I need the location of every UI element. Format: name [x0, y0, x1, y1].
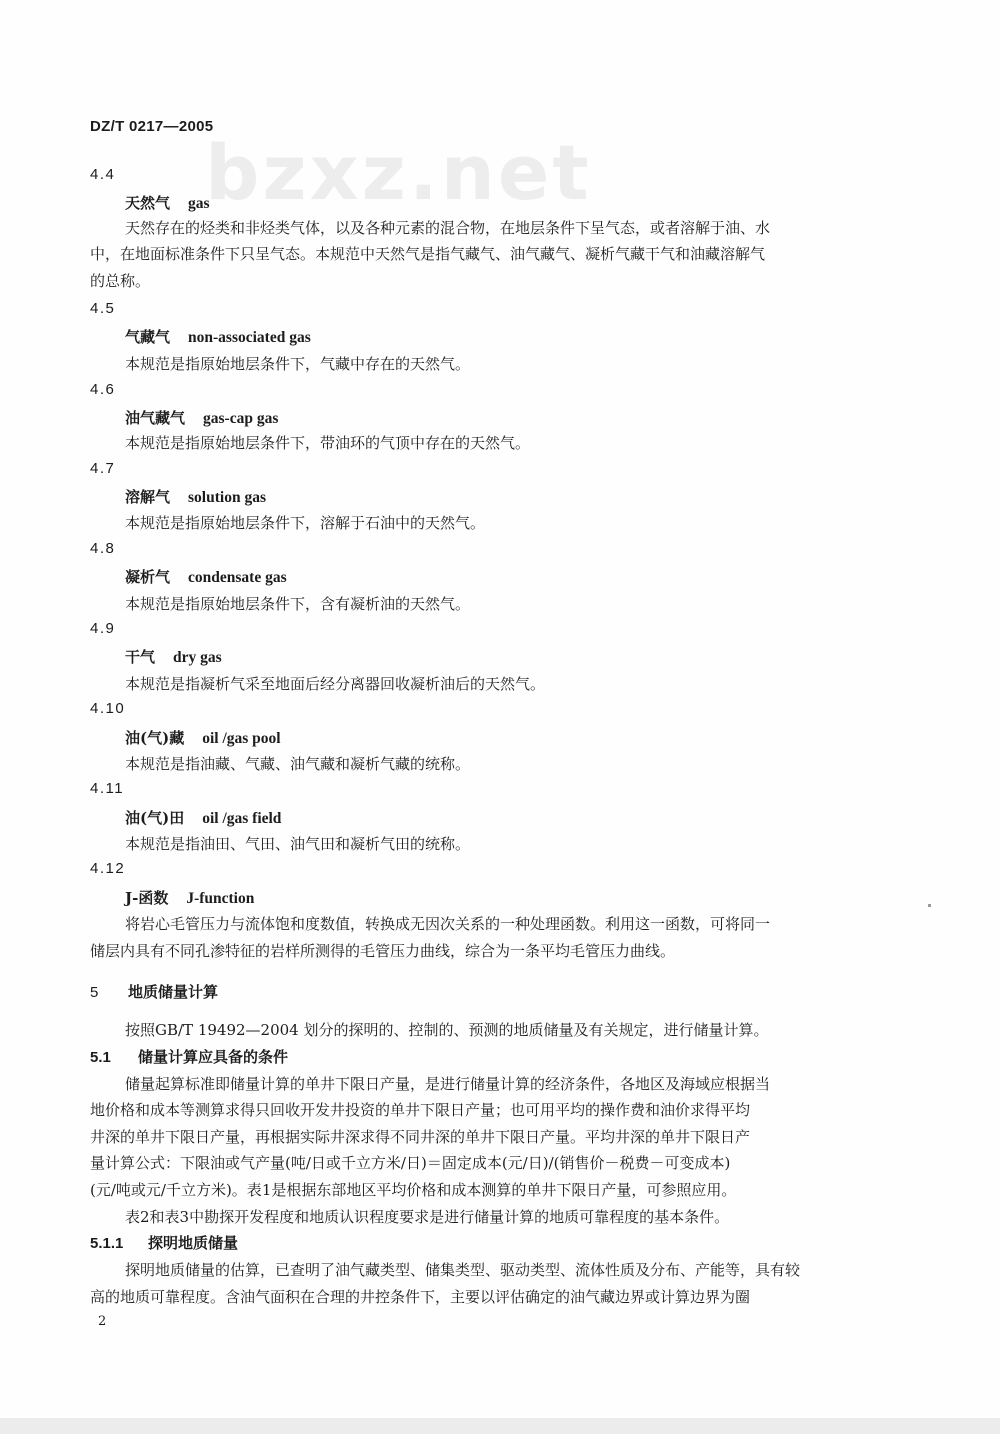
definition-line: 的总称。 [90, 272, 151, 290]
term-en: condensate gas [188, 569, 287, 586]
watermark: bzxz.net [205, 128, 592, 217]
clause-number: 4.10 [90, 700, 126, 717]
definition-line: 中，在地面标准条件下只呈气态。本规范中天然气是指气藏气、油气藏气、凝析气藏干气和油藏溶解气 [90, 245, 766, 263]
paragraph-line: 地价格和成本等测算求得只回收开发井投资的单井下限日产量；也可用平均的操作费和油价求得平均 [90, 1101, 751, 1119]
term-heading [125, 887, 254, 908]
definition-line: 本规范是指凝析气采至地面后经分离器回收凝析油后的天然气。 [125, 675, 546, 693]
definition-line: 本规范是指原始地层条件下，溶解于石油中的天然气。 [125, 514, 486, 532]
paragraph-line: 表2和表3中勘探开发程度和地质认识程度要求是进行储量计算的地质可靠程度的基本条件。 [125, 1208, 730, 1226]
clause-number: 4.9 [90, 620, 116, 637]
paragraph-line: (元/吨或元/千立方米)。表1是根据东部地区平均价格和成本测算的单井下限日产量，可参照应用。 [90, 1181, 737, 1199]
term-heading [125, 407, 278, 428]
section-intro: 按照GB/T 19492—2004 划分的探明的、控制的、预测的地质储量及有关规定，进行储量计算。 [125, 1021, 769, 1039]
definition-line: 本规范是指原始地层条件下，气藏中存在的天然气。 [125, 355, 471, 373]
clause-number: 4.6 [90, 381, 116, 398]
definition-line: 天然存在的烃类和非烃类气体，以及各种元素的混合物，在地层条件下呈气态，或者溶解于油、水 [125, 219, 771, 237]
definition-line: 本规范是指油藏、气藏、油气藏和凝析气藏的统称。 [125, 755, 471, 773]
clause-number: 4.11 [90, 780, 125, 797]
clause-number: 4.5 [90, 300, 116, 317]
term-zh: 油(气)藏 [125, 729, 185, 747]
term-zh: 凝析气 [125, 568, 171, 586]
term-zh: 气藏气 [125, 328, 171, 346]
term-zh: 干气 [125, 648, 156, 666]
term-heading [125, 326, 311, 347]
subsection-title: 探明地质储量 [148, 1234, 239, 1252]
term-zh: 油气藏气 [125, 409, 186, 427]
subsection-heading [90, 1046, 288, 1067]
scan-speck [928, 904, 931, 907]
paragraph-line: 探明地质储量的估算，已查明了油气藏类型、储集类型、驱动类型、流体性质及分布、产能等，具有较 [125, 1261, 801, 1279]
subsection-number: 5.1 [90, 1049, 111, 1066]
clause-number: 4.4 [90, 166, 116, 183]
term-zh: 油(气)田 [125, 809, 185, 827]
term-zh: 天然气 [125, 194, 171, 212]
term-en: dry gas [173, 649, 222, 666]
term-en: solution gas [188, 489, 266, 506]
term-heading [125, 192, 210, 213]
definition-line: 储层内具有不同孔渗特征的岩样所测得的毛管压力曲线，综合为一条平均毛管压力曲线。 [90, 942, 676, 960]
paragraph-line: 高的地质可靠程度。含油气面积在合理的井控条件下，主要以评估确定的油气藏边界或计算边界为圈 [90, 1288, 751, 1306]
term-heading [125, 807, 281, 828]
subsection-heading [90, 1232, 238, 1253]
subsection-number: 5.1.1 [90, 1235, 124, 1252]
paragraph-line: 储量起算标准即储量计算的单井下限日产量，是进行储量计算的经济条件，各地区及海域应根据当 [125, 1075, 771, 1093]
section-title: 地质储量计算 [128, 983, 219, 1001]
definition-line: 本规范是指油田、气田、油气田和凝析气田的统称。 [125, 835, 471, 853]
term-en: J-function [186, 890, 255, 907]
standard-code-header: DZ/T 0217—2005 [90, 118, 214, 135]
term-en: non-associated gas [188, 329, 311, 346]
term-en: oil /gas pool [202, 730, 281, 747]
term-en: oil /gas field [202, 810, 282, 827]
viewer-bottom-strip [0, 1418, 1000, 1434]
definition-line: 本规范是指原始地层条件下，含有凝析油的天然气。 [125, 595, 471, 613]
term-en: gas-cap gas [203, 410, 279, 427]
term-heading [125, 727, 281, 748]
section-heading [90, 981, 218, 1002]
section-number: 5 [90, 984, 99, 1001]
term-zh: 溶解气 [125, 488, 171, 506]
term-heading [125, 566, 287, 587]
term-zh: J-函数 [125, 889, 169, 907]
paragraph-line: 量计算公式：下限油或气产量(吨/日或千立方米/日)＝固定成本(元/日)/(销售价－税费－可变成本) [90, 1154, 731, 1172]
definition-line: 将岩心毛管压力与流体饱和度数值，转换成无因次关系的一种处理函数。利用这一函数，可将同一 [125, 915, 771, 933]
term-en: gas [188, 195, 210, 212]
term-heading [125, 486, 266, 507]
clause-number: 4.7 [90, 460, 116, 477]
paragraph-line: 井深的单井下限日产量，再根据实际井深求得不同井深的单井下限日产量。平均井深的单井下限日产 [90, 1128, 751, 1146]
page-number: 2 [98, 1314, 107, 1329]
clause-number: 4.8 [90, 540, 116, 557]
subsection-title: 储量计算应具备的条件 [138, 1048, 289, 1066]
clause-number: 4.12 [90, 860, 126, 877]
term-heading [125, 646, 222, 667]
definition-line: 本规范是指原始地层条件下，带油环的气顶中存在的天然气。 [125, 434, 531, 452]
